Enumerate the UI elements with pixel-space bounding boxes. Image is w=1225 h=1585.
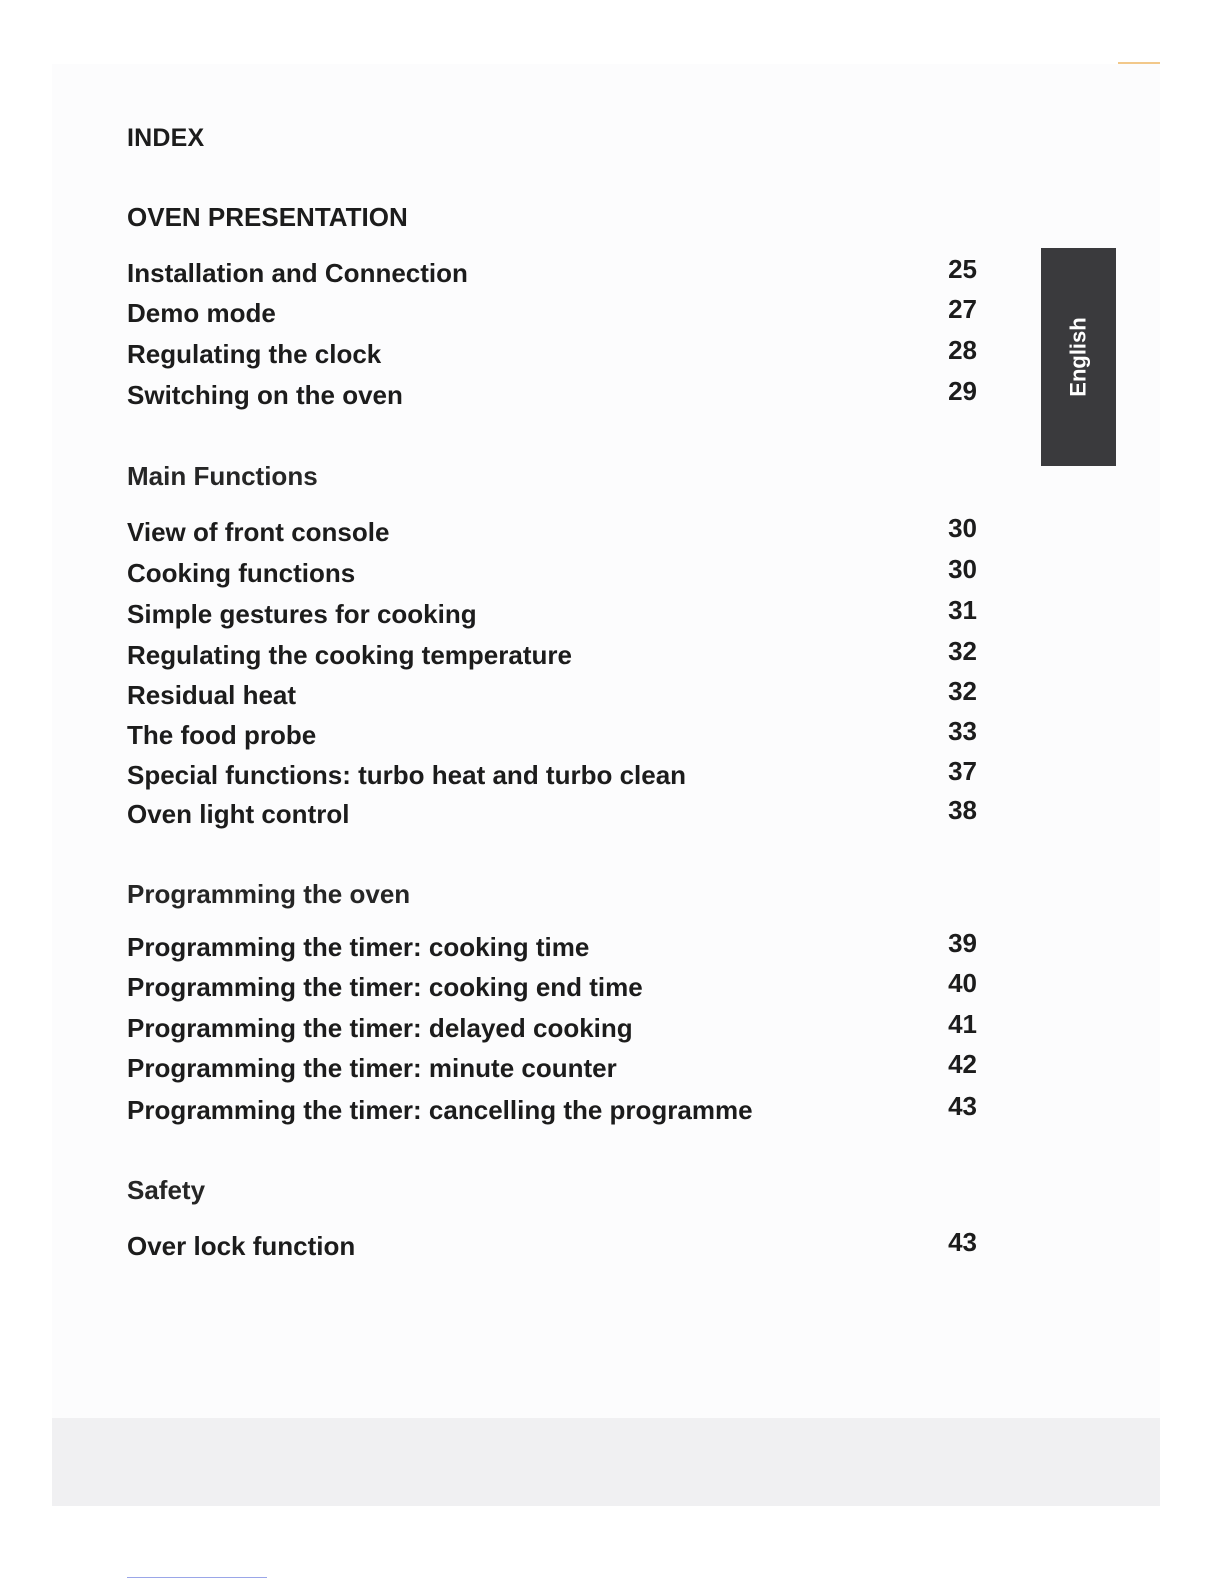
toc-entry-page: 27: [948, 294, 977, 324]
toc-entry[interactable]: [127, 756, 977, 794]
toc-entry-label: Installation and Connection: [127, 258, 468, 288]
toc-entry-page: 32: [948, 676, 977, 706]
toc-entry-label: Regulating the clock: [127, 339, 382, 369]
toc-entry[interactable]: [127, 716, 977, 754]
toc-entry[interactable]: [127, 294, 977, 332]
toc-entry-page: 32: [948, 636, 977, 666]
toc-entry-label: Switching on the oven: [127, 380, 403, 410]
toc-entry[interactable]: [127, 376, 977, 414]
toc-entry-label: Programming the timer: delayed cooking: [127, 1013, 633, 1043]
toc-entry[interactable]: [127, 335, 977, 373]
toc-entry[interactable]: [127, 1091, 977, 1129]
toc-entry-page: 43: [948, 1091, 977, 1121]
toc-entry-page: 33: [948, 716, 977, 746]
toc-entry[interactable]: [127, 1227, 977, 1265]
toc-entry-page: 25: [948, 254, 977, 284]
toc-entry-page: 39: [948, 928, 977, 958]
toc-entry-label: Cooking functions: [127, 558, 356, 588]
toc-entry-label: Demo mode: [127, 298, 276, 328]
toc-entry[interactable]: [127, 254, 977, 292]
toc-entry-page: 28: [948, 335, 977, 365]
toc-entry-label: Special functions: turbo heat and turbo clean: [127, 760, 687, 790]
toc-entry-label: Simple gestures for cooking: [127, 599, 477, 629]
toc-entry[interactable]: [127, 1049, 977, 1087]
toc-entry[interactable]: [127, 636, 977, 674]
toc-entry-label: Over lock function: [127, 1231, 356, 1261]
top-accent-line: [1118, 62, 1160, 64]
toc-entry[interactable]: [127, 928, 977, 966]
toc-entry-label: Programming the timer: cooking time: [127, 932, 590, 962]
toc-entry[interactable]: [127, 676, 977, 714]
language-tab[interactable]: [1041, 248, 1116, 466]
toc-entry-page: 43: [948, 1227, 977, 1257]
toc-entry-page: 37: [948, 756, 977, 786]
toc-entry-label: Programming the timer: cooking end time: [127, 972, 643, 1002]
toc-entry-label: Oven light control: [127, 799, 350, 829]
toc-entry[interactable]: [127, 554, 977, 592]
toc-entry-page: 40: [948, 968, 977, 998]
toc-entry-page: 29: [948, 376, 977, 406]
toc-entry-label: Regulating the cooking temperature: [127, 640, 572, 670]
toc-entry-page: 38: [948, 795, 977, 825]
section-heading-safety: Safety: [127, 1175, 206, 1205]
section-heading-main-functions: Main Functions: [127, 461, 318, 491]
index-title: INDEX: [127, 124, 205, 152]
toc-entry[interactable]: [127, 1009, 977, 1047]
page-footer-band: [52, 1418, 1160, 1506]
toc-entry-page: 30: [948, 513, 977, 543]
toc-entry-label: Residual heat: [127, 680, 297, 710]
toc-entry-page: 31: [948, 595, 977, 625]
toc-entry-page: 41: [948, 1009, 977, 1039]
toc-entry[interactable]: [127, 595, 977, 633]
toc-entry[interactable]: [127, 513, 977, 551]
toc-entry-page: 42: [948, 1049, 977, 1079]
bottom-underline: [127, 1577, 267, 1578]
toc-entry-label: View of front console: [127, 517, 390, 547]
toc-entry-label: The food probe: [127, 720, 317, 750]
section-heading-oven-presentation: OVEN PRESENTATION: [127, 202, 408, 232]
toc-entry-page: 30: [948, 554, 977, 584]
language-tab-label: English: [1065, 317, 1091, 397]
section-heading-programming-the-oven: Programming the oven: [127, 879, 411, 909]
toc-entry[interactable]: [127, 968, 977, 1006]
toc-entry-label: Programming the timer: cancelling the programme: [127, 1095, 753, 1125]
toc-entry-label: Programming the timer: minute counter: [127, 1053, 617, 1083]
toc-entry[interactable]: [127, 795, 977, 833]
